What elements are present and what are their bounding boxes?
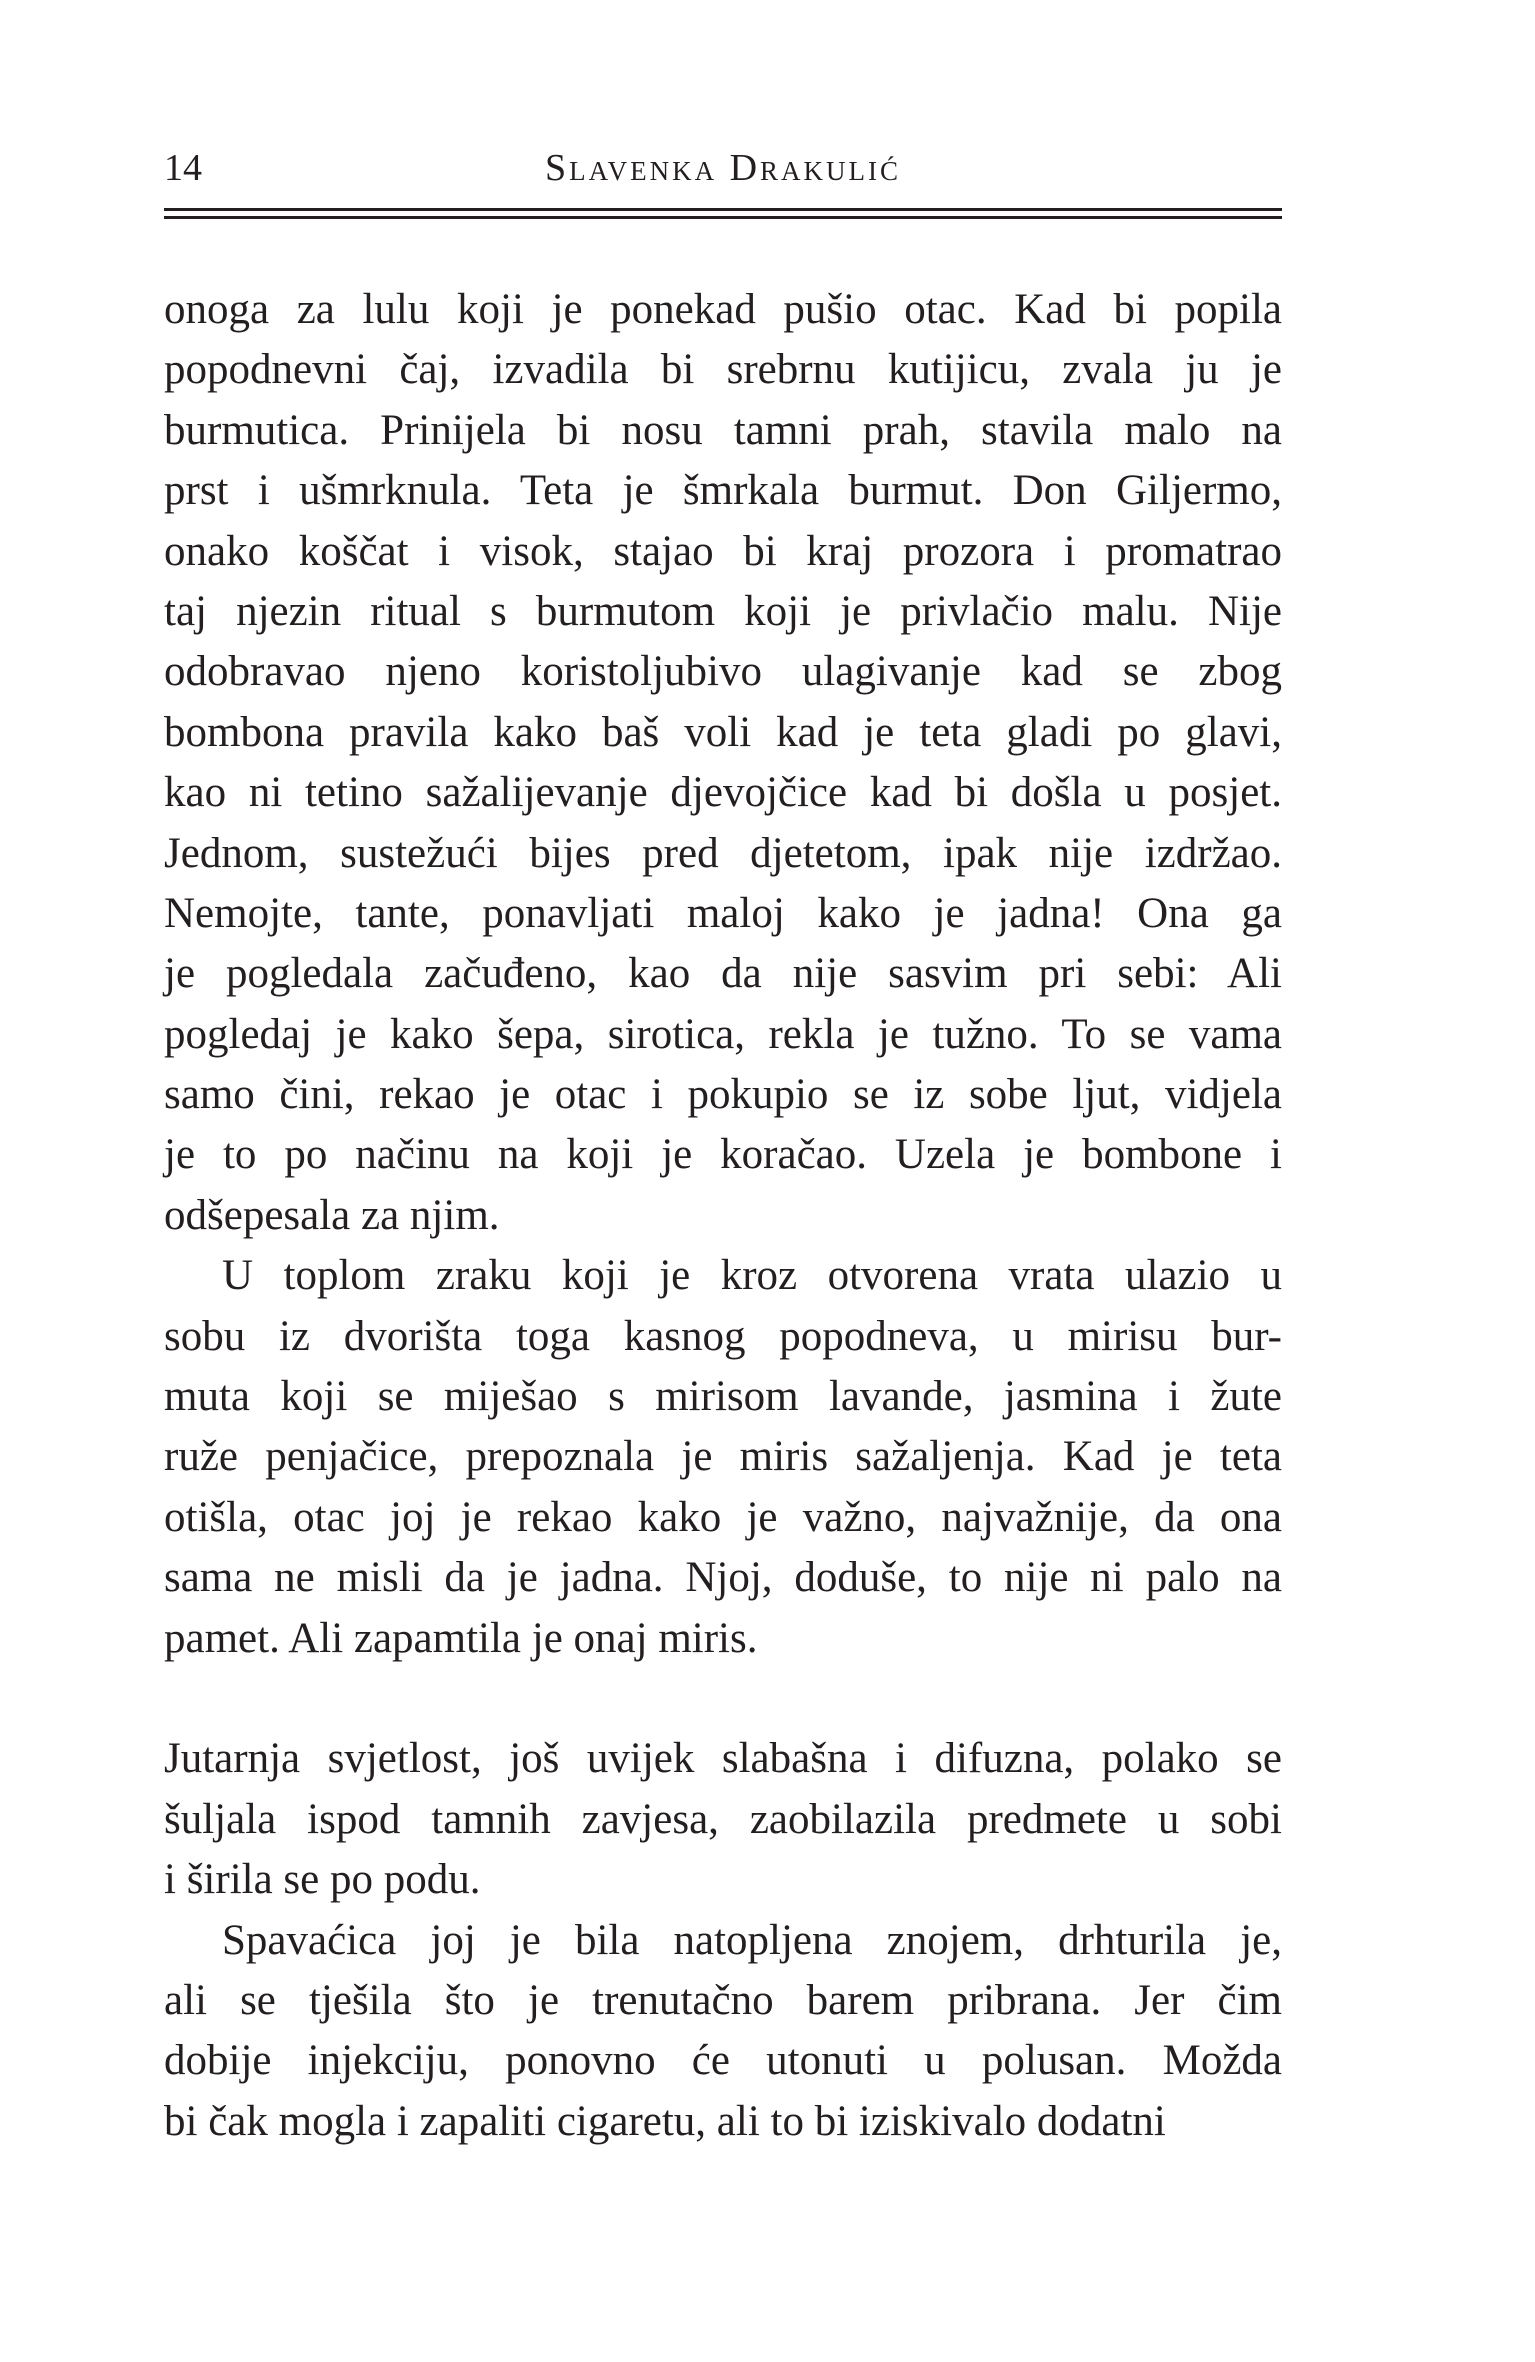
paragraph-line: onoga za lulu koji je ponekad pušio otac. Kad bi popila <box>164 286 1282 333</box>
paragraph-line: pogledaj je kako šepa, sirotica, rekla je tužno. To se vama <box>164 1010 1282 1058</box>
paragraph-line: U toplom zraku koji je kroz otvorena vrata ulazio u <box>222 1252 1282 1300</box>
paragraph-line: ali se tješila što je trenutačno barem pribrana. Jer čim <box>164 1976 1282 2024</box>
paragraph-line: Nemojte, tante, ponavljati maloj kako je jadna! Ona ga <box>164 889 1282 937</box>
paragraph-line: bi čak mogla i zapaliti cigaretu, ali to bi iziskivalo dodatni <box>164 2097 1166 2145</box>
paragraph-line: i širila se po podu. <box>164 1856 481 1904</box>
paragraph-line: taj njezin ritual s burmutom koji je privlačio malu. Nije <box>164 587 1282 635</box>
paragraph-line: odšepesala za njim. <box>164 1191 500 1239</box>
paragraph-line: dobije injekciju, ponovno će utonuti u polusan. Možda <box>164 2037 1282 2085</box>
paragraph-line: sobu iz dvorišta toga kasnog popodneva, u mirisu bur- <box>164 1312 1282 1360</box>
paragraph-line: otišla, otac joj je rekao kako je važno, najvažnije, da ona <box>164 1493 1282 1541</box>
paragraph-line: bombona pravila kako baš voli kad je teta gladi po glavi, <box>164 708 1282 756</box>
paragraph-line: samo čini, rekao je otac i pokupio se iz sobe ljut, vidjela <box>164 1071 1282 1119</box>
section-break <box>164 1669 1282 1729</box>
paragraph-line: odobravao njeno koristoljubivo ulagivanje kad se zbog <box>164 648 1282 696</box>
paragraph-line: je to po načinu na koji je koračao. Uzela je bombone i <box>164 1131 1282 1179</box>
paragraph-line: sama ne misli da je jadna. Njoj, doduše, to nije ni palo na <box>164 1554 1282 1602</box>
paragraph-line: kao ni tetino sažalijevanje djevojčice kad bi došla u posjet. <box>164 769 1282 817</box>
paragraph-line: Jutarnja svjetlost, još uvijek slabašna i difuzna, polako se <box>164 1735 1282 1783</box>
running-head-author: Slavenka Drakulić <box>544 147 902 189</box>
body-text <box>164 280 1282 2152</box>
page-number: 14 <box>164 147 202 189</box>
paragraph-line: onako koščat i visok, stajao bi kraj prozora i promatrao <box>164 527 1282 575</box>
paragraph-line: Spavaćica joj je bila natopljena znojem, drhturila je, <box>222 1916 1282 1964</box>
paragraph-line: prst i ušmrknula. Teta je šmrkala burmut. Don Giljermo, <box>164 467 1282 515</box>
paragraph-line: šuljala ispod tamnih zavjesa, zaobilazila predmete u sobi <box>164 1795 1282 1843</box>
paragraph-line: popodnevni čaj, izvadila bi srebrnu kutijicu, zvala ju je <box>164 346 1282 394</box>
running-head <box>164 138 1282 198</box>
paragraph-line: pamet. Ali zapamtila je onaj miris. <box>164 1614 758 1662</box>
paragraph-line: ruže penjačice, prepoznala je miris sažaljenja. Kad je teta <box>164 1433 1282 1481</box>
paragraph-line: je pogledala začuđeno, kao da nije sasvim pri sebi: Ali <box>164 950 1282 998</box>
paragraph-line: burmutica. Prinijela bi nosu tamni prah, stavila malo na <box>164 406 1282 454</box>
header-double-rule <box>164 208 1282 219</box>
paragraph-line: muta koji se miješao s mirisom lavande, jasmina i žute <box>164 1373 1282 1421</box>
paragraph-line: Jednom, sustežući bijes pred djetetom, ipak nije izdržao. <box>164 829 1282 877</box>
